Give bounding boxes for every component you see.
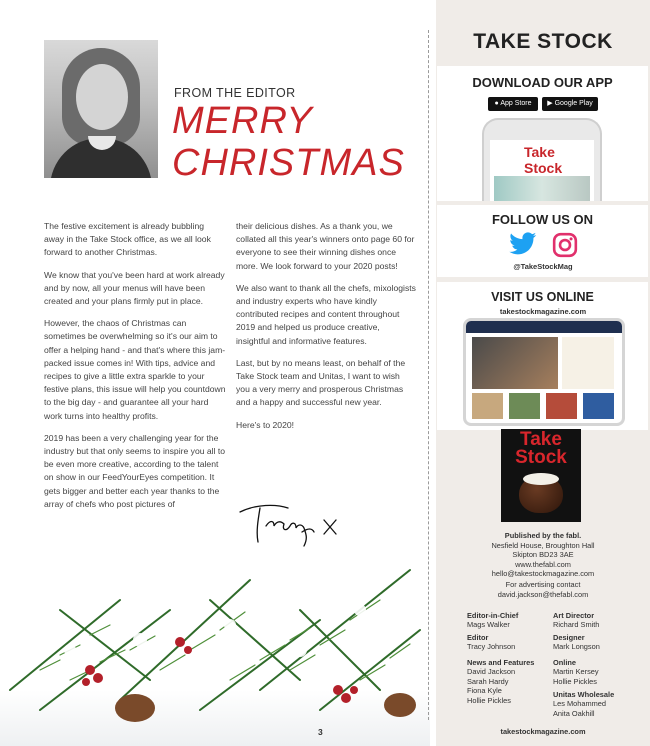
credit-name: Hollie Pickles — [467, 695, 511, 705]
editor-photo-face — [76, 64, 128, 130]
google-play-badge[interactable] — [542, 97, 598, 111]
body-paragraph: their delicious dishes. As a thank you, we collated all this year's winners onto page 60 for everyone to see their winning dishes once more. We look forward to your 2020 posts! — [236, 221, 415, 271]
cover-logo: Take Stock — [515, 429, 567, 468]
credit-role: Unitas Wholesale — [553, 690, 615, 699]
magazine-cover — [501, 429, 581, 522]
advertising-label: For advertising contact — [505, 580, 581, 589]
body-paragraph: 2019 has been a very challenging year for the industry but that only seems to inspire you all to be even more creative, according to the talent on show in our FeedYourEyes competition. It gets bigger and better each year thanks to the array of chefs who post pictures of — [44, 432, 226, 509]
google-play-label: Google Play — [554, 100, 593, 107]
editor-photo — [44, 40, 158, 178]
phone-screen — [490, 140, 594, 201]
headline — [172, 100, 405, 184]
credit-online — [553, 658, 599, 686]
christmas-greenery-image — [0, 540, 430, 746]
body-column-1 — [44, 220, 226, 520]
credit-news-features — [467, 658, 534, 705]
credit-name: Anita Oakhill — [553, 708, 595, 718]
signature-text: Tracy x — [236, 498, 240, 499]
body-paragraph: We know that you've been hard at work already and by now, all your menus will have been created and your plans firmly put in place. — [44, 269, 225, 307]
column-divider — [428, 30, 429, 720]
visit-online-heading: VISIT US ONLINE — [491, 290, 594, 304]
credit-name: Richard Smith — [553, 620, 600, 630]
credit-name: David Jackson — [467, 667, 516, 677]
publisher-website[interactable]: www.thefabl.com — [515, 559, 571, 569]
credit-art-director — [553, 611, 599, 630]
credit-editor — [467, 633, 515, 652]
body-paragraph: The festive excitement is already bubbling away in the Take Stock office, as we all look forward to another Christmas. — [44, 221, 211, 258]
credit-name: Fiona Kyle — [467, 686, 502, 696]
published-by: Published by the fabl. — [504, 531, 582, 540]
play-icon: ▶ — [547, 100, 553, 107]
tablet-hero-image — [472, 337, 558, 389]
apple-icon: ● — [494, 100, 499, 107]
credit-designer — [553, 633, 600, 652]
body-column-2 — [236, 220, 416, 441]
body-paragraph: Last, but by no means least, on behalf of the Take Stock team and Unitas, I want to wish you a very merry and prosperous Christmas and a happy and successful new year. — [236, 357, 406, 408]
credit-name: Hollie Pickles — [553, 676, 597, 686]
credit-role: Editor — [467, 633, 489, 642]
phone-mockup — [482, 118, 602, 201]
credit-role: News and Features — [467, 658, 535, 667]
follow-us-heading: FOLLOW US ON — [491, 212, 594, 227]
credit-name: Martin Kersey — [553, 667, 599, 677]
credit-role: Editor-in-Chief — [467, 611, 519, 620]
body-paragraph: However, the chaos of Christmas can sometimes be overwhelming so it's our aim to offer a helping hand - and that's where this jam-packed issue comes in! With tips, advice and recipes to give a little extra sparkle to your festive plans, this issue will help you countdown to the big day - and guarantee all your hard work turns into healthy profits. — [44, 318, 226, 421]
headline-line-2: CHRISTMAS — [172, 142, 405, 184]
advertising-info — [436, 580, 650, 599]
instagram-icon[interactable] — [552, 232, 578, 258]
credit-unitas-wholesale — [553, 690, 614, 718]
body-paragraph: Here's to 2020! — [236, 419, 295, 430]
credit-name: Sarah Hardy — [467, 676, 509, 686]
credit-role: Art Director — [553, 611, 595, 620]
sidebar-title: TAKE STOCK — [473, 30, 613, 53]
credit-name: Mark Longson — [553, 642, 600, 652]
download-app-heading: DOWNLOAD OUR APP — [472, 75, 613, 90]
page-number: 3 — [318, 727, 323, 737]
twitter-icon[interactable] — [508, 232, 538, 256]
from-the-editor-kicker: FROM THE EDITOR — [174, 86, 296, 100]
credit-role: Online — [553, 658, 576, 667]
headline-line-1: MERRY — [172, 100, 313, 142]
cover-pudding-icing — [523, 473, 559, 485]
tablet-header-bar — [466, 321, 622, 333]
credit-editor-in-chief — [467, 611, 518, 630]
credit-role: Designer — [553, 633, 585, 642]
tablet-thumbnail-row — [472, 393, 614, 419]
app-store-badge[interactable] — [488, 97, 538, 111]
tablet-mockup — [463, 318, 625, 426]
advertising-email[interactable]: david.jackson@thefabl.com — [497, 589, 589, 599]
tablet-side-panel — [562, 337, 614, 389]
publisher-address-2: Skipton BD23 3AE — [512, 550, 574, 560]
credit-name: Les Mohammed — [553, 699, 606, 709]
footer-website[interactable]: takestockmagazine.com — [500, 727, 586, 736]
publisher-email[interactable]: hello@takestockmagazine.com — [491, 569, 595, 579]
phone-app-logo: Take Stock — [524, 144, 563, 176]
credit-name: Mags Walker — [467, 620, 510, 630]
body-paragraph: We also want to thank all the chefs, mixologists and industry experts who have kindly contributed recipes and content throughout 2019 and helped us produce creative, insightful and informative features. — [236, 282, 416, 346]
publisher-info — [436, 531, 650, 579]
phone-food-image — [494, 176, 590, 201]
credit-name: Tracy Johnson — [467, 642, 516, 652]
app-store-label: App Store — [500, 100, 532, 107]
social-handle[interactable]: @TakeStockMag — [513, 262, 573, 271]
website-link[interactable]: takestockmagazine.com — [499, 307, 587, 316]
publisher-address-1: Nesfield House, Broughton Hall — [491, 540, 595, 550]
